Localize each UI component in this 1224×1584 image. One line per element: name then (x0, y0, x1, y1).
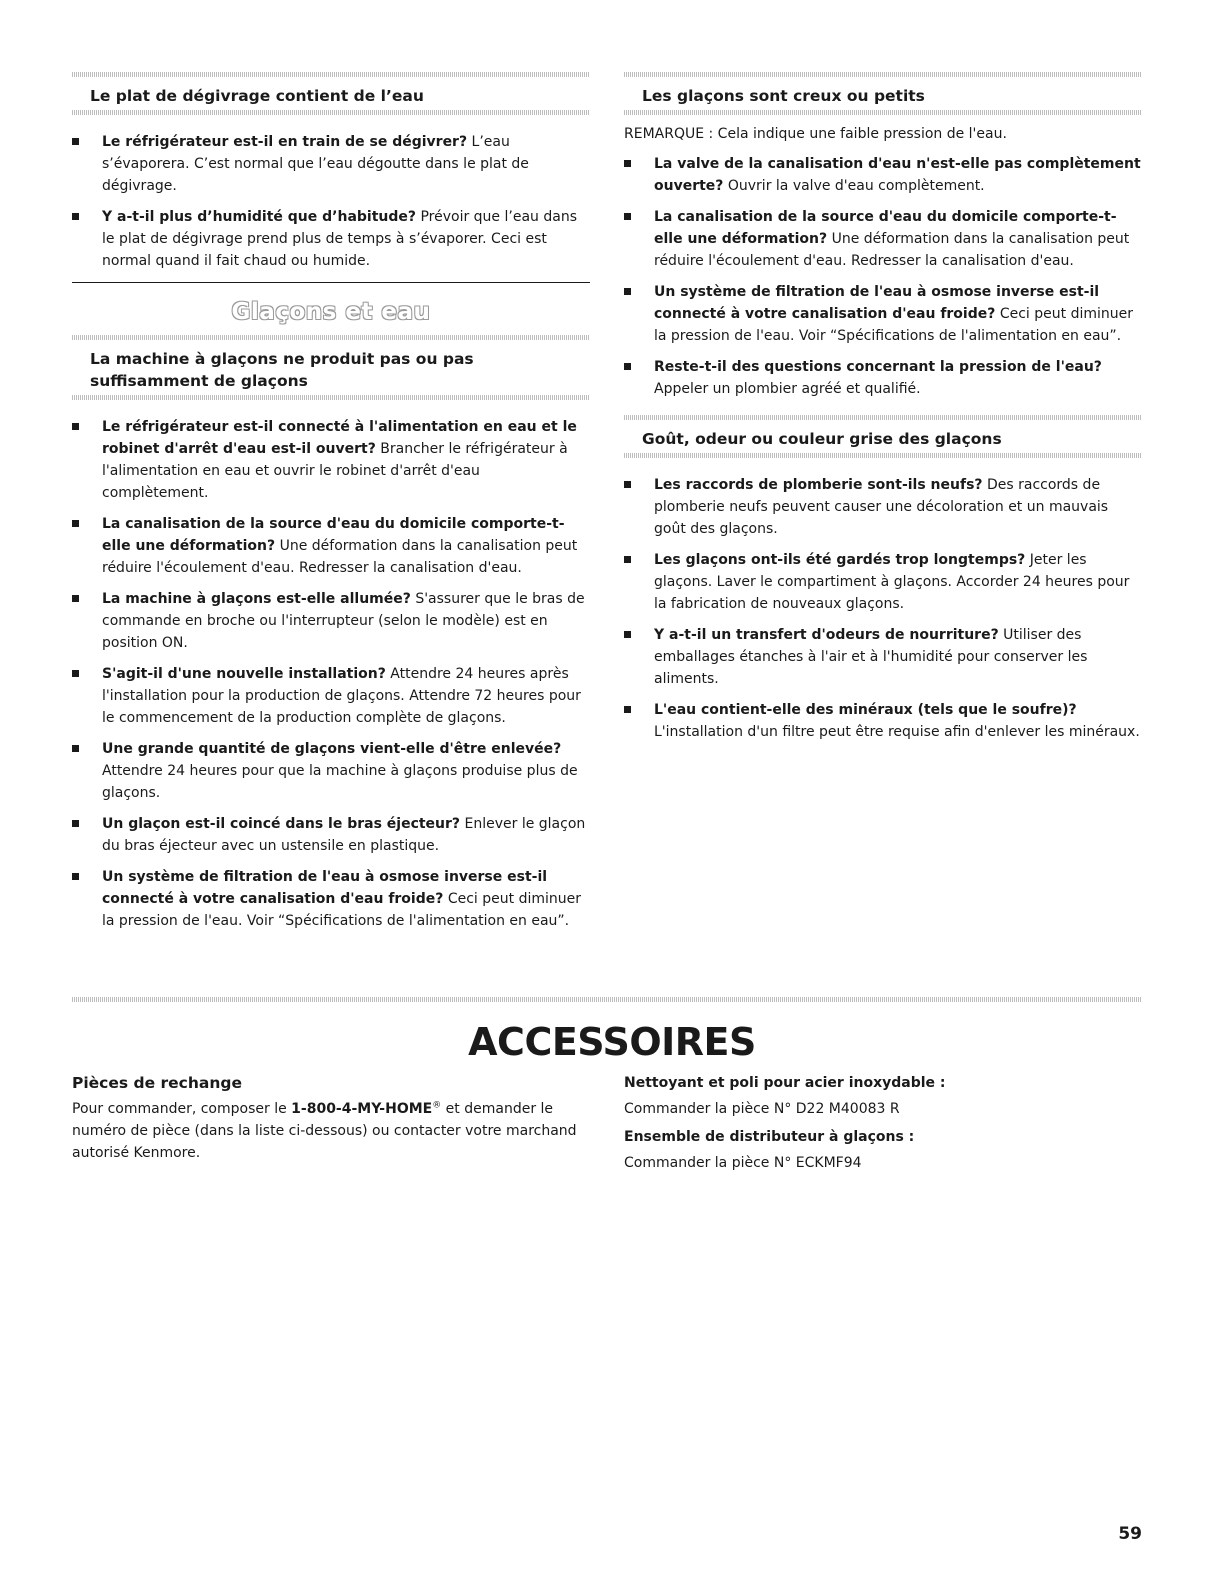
bullet-icon (624, 481, 631, 488)
bullet-icon (624, 556, 631, 563)
list-item (624, 699, 1142, 743)
accessories-rule (72, 997, 1142, 1002)
product-name: Nettoyant et poli pour acier inoxydable : (624, 1075, 946, 1091)
section-rule (72, 335, 590, 340)
bullet-icon (72, 423, 79, 430)
list-item (624, 281, 1142, 347)
bullet-icon (72, 745, 79, 752)
answer: Utiliser des emballages étanches à l'air et à l'humidité pour conserver les aliments. (654, 627, 1088, 687)
list-item (624, 206, 1142, 272)
taste-odor-list (624, 474, 1142, 743)
question: Un système de filtration de l'eau à osmose inverse est-il connecté à votre canalisation d'eau froide? (654, 284, 1100, 322)
left-column (72, 72, 590, 941)
ice-maker-list (72, 416, 590, 932)
replacement-parts-heading: Pièces de rechange (72, 1074, 242, 1092)
answer: S'assurer que le bras de commande en broche ou l'interrupteur (selon le modèle) est en position ON. (102, 591, 585, 651)
list-item (72, 513, 590, 579)
product-order: Commander la pièce N° D22 M40083 R (624, 1101, 900, 1117)
question: Reste-t-il des questions concernant la pression de l'eau? (654, 359, 1102, 375)
answer: Enlever le glaçon du bras éjecteur avec un ustensile en plastique. (102, 816, 586, 854)
bullet-icon (624, 213, 631, 220)
question: Le réfrigérateur est-il en train de se dégivrer? (102, 134, 468, 150)
accessories-title: ACCESSOIRES (468, 1020, 756, 1064)
section-rule (624, 415, 1142, 420)
answer: Prévoir que l’eau dans le plat de dégivrage prend plus de temps à s’évaporer. Ceci est normal quand il fait chaud ou humide. (102, 209, 577, 269)
bullet-icon (72, 670, 79, 677)
list-item (72, 206, 590, 272)
question: Le réfrigérateur est-il connecté à l'alimentation en eau et le robinet d'arrêt d'eau est-il ouvert? (102, 419, 577, 457)
bullet-icon (624, 160, 631, 167)
list-item (624, 153, 1142, 197)
right-column (624, 72, 1142, 752)
section-rule (624, 453, 1142, 458)
answer: Ouvrir la valve d'eau complètement. (723, 178, 985, 194)
answer: Brancher le réfrigérateur à l'alimentation en eau et ouvrir le robinet d'arrêt d'eau complètement. (102, 441, 568, 501)
phone-number: 1-800-4-MY-HOME (291, 1101, 433, 1117)
bullet-icon (72, 595, 79, 602)
answer: Une déformation dans la canalisation peut réduire l'écoulement d'eau. Redresser la canalisation d'eau. (654, 231, 1130, 269)
question: S'agit-il d'une nouvelle installation? (102, 666, 386, 682)
list-item (72, 416, 590, 504)
question: Un système de filtration de l'eau à osmose inverse est-il connecté à votre canalisation d'eau froide? (102, 869, 548, 907)
question: Y a-t-il un transfert d'odeurs de nourriture? (654, 627, 999, 643)
section-title-ice-maker: La machine à glaçons ne produit pas ou pas suffisamment de glaçons (90, 350, 474, 390)
answer: Des raccords de plomberie neufs peuvent causer une décoloration et un mauvais goût des glaçons. (654, 477, 1109, 537)
bullet-icon (72, 138, 79, 145)
question: La machine à glaçons est-elle allumée? (102, 591, 411, 607)
answer: Ceci peut diminuer la pression de l'eau. Voir “Spécifications de l'alimentation en eau”. (654, 306, 1133, 344)
replacement-parts-text: Pour commander, composer le 1-800-4-MY-HOME® et demander le numéro de pièce (dans la liste ci-dessous) ou contacter votre marchand autorisé Kenmore. (72, 1100, 577, 1161)
accessory-products (624, 1072, 1144, 1180)
section-rule (72, 395, 590, 400)
answer: L'installation d'un filtre peut être requise afin d'enlever les minéraux. (654, 724, 1140, 740)
product-order: Commander la pièce N° ECKMF94 (624, 1155, 862, 1171)
list-item (72, 131, 590, 197)
question: Les glaçons ont-ils été gardés trop longtemps? (654, 552, 1026, 568)
list-item (72, 813, 590, 857)
question: Les raccords de plomberie sont-ils neufs? (654, 477, 983, 493)
answer: Ceci peut diminuer la pression de l'eau. Voir “Spécifications de l'alimentation en eau”. (102, 891, 581, 929)
list-item (624, 356, 1142, 400)
list-item (624, 624, 1142, 690)
section-title-hollow-ice: Les glaçons sont creux ou petits (642, 87, 925, 105)
bullet-icon (72, 213, 79, 220)
section-rule (72, 110, 590, 115)
hollow-ice-list (624, 153, 1142, 400)
category-divider (72, 282, 590, 283)
list-item (72, 663, 590, 729)
list-item (72, 866, 590, 932)
section-rule (624, 72, 1142, 77)
answer: Attendre 24 heures pour que la machine à glaçons produise plus de glaçons. (102, 763, 578, 801)
category-title: Glaçons et eau (231, 299, 431, 325)
question: La valve de la canalisation d'eau n'est-elle pas complètement ouverte? (654, 156, 1141, 194)
question: La canalisation de la source d'eau du domicile comporte-t-elle une déformation? (654, 209, 1117, 247)
section-rule (624, 110, 1142, 115)
answer: Jeter les glaçons. Laver le compartiment à glaçons. Accorder 24 heures pour la fabrication de nouveaux glaçons. (654, 552, 1130, 612)
question: Un glaçon est-il coincé dans le bras éjecteur? (102, 816, 461, 832)
list-item (624, 549, 1142, 615)
defrost-pan-list (72, 131, 590, 272)
section-title-taste-odor: Goût, odeur ou couleur grise des glaçons (642, 430, 1002, 448)
answer: Appeler un plombier agréé et qualifié. (654, 381, 921, 397)
bullet-icon (624, 631, 631, 638)
list-item (72, 588, 590, 654)
answer: Une déformation dans la canalisation peut réduire l'écoulement d'eau. Redresser la canalisation d'eau. (102, 538, 578, 576)
question: La canalisation de la source d'eau du domicile comporte-t-elle une déformation? (102, 516, 565, 554)
bullet-icon (72, 520, 79, 527)
page-number: 59 (1118, 1524, 1142, 1544)
replacement-parts (72, 1072, 592, 1164)
question: Y a-t-il plus d’humidité que d’habitude? (102, 209, 417, 225)
question: L'eau contient-elle des minéraux (tels que le soufre)? (654, 702, 1077, 718)
answer: L’eau s’évaporera. C’est normal que l’eau dégoutte dans le plat de dégivrage. (102, 134, 529, 194)
question: Une grande quantité de glaçons vient-elle d'être enlevée? (102, 741, 562, 757)
section-title-defrost-pan: Le plat de dégivrage contient de l’eau (90, 87, 424, 105)
bullet-icon (624, 363, 631, 370)
bullet-icon (624, 288, 631, 295)
list-item (624, 474, 1142, 540)
bullet-icon (72, 820, 79, 827)
product-name: Ensemble de distributeur à glaçons : (624, 1129, 915, 1145)
bullet-icon (624, 706, 631, 713)
registered-mark: ® (432, 1100, 442, 1111)
bullet-icon (72, 873, 79, 880)
list-item (72, 738, 590, 804)
answer: Attendre 24 heures après l'installation pour la production de glaçons. Attendre 72 heures pour le commencement de la production complète de glaçons. (102, 666, 581, 726)
section-rule (72, 72, 590, 77)
note-text: REMARQUE : Cela indique une faible pression de l'eau. (624, 126, 1007, 142)
